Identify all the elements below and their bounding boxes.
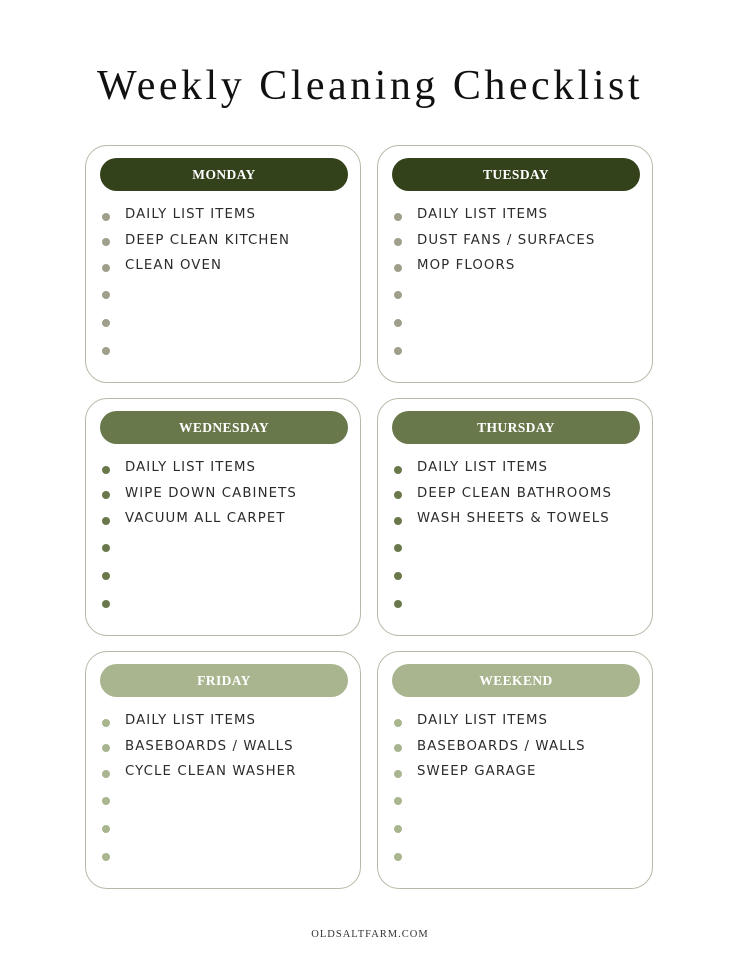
task-item: [102, 813, 352, 841]
task-item: [394, 307, 644, 335]
bullet-icon: [394, 719, 402, 727]
bullet-icon: [102, 347, 110, 355]
task-item: [394, 335, 644, 363]
task-item: [394, 708, 644, 734]
day-card-tuesday: [377, 145, 653, 383]
task-label: CYCLE CLEAN WASHER: [125, 764, 297, 780]
bullet-icon: [102, 853, 110, 861]
day-card-weekend: [377, 651, 653, 889]
task-item: [102, 785, 352, 813]
bullet-icon: [394, 466, 402, 474]
task-item: [394, 588, 644, 616]
task-label: DAILY LIST ITEMS: [417, 713, 549, 729]
bullet-icon: [394, 264, 402, 272]
day-card-friday: [85, 651, 361, 889]
task-label: WASH SHEETS & TOWELS: [417, 511, 610, 527]
day-card-monday: [85, 145, 361, 383]
task-item: [102, 560, 352, 588]
day-header: FRIDAY: [100, 664, 348, 697]
page-title: Weekly Cleaning Checklist: [96, 63, 643, 109]
day-header: WEEKEND: [392, 664, 640, 697]
bullet-icon: [102, 517, 110, 525]
bullet-icon: [394, 238, 402, 246]
task-label: WIPE DOWN CABINETS: [125, 485, 297, 501]
task-item: [394, 759, 644, 785]
task-item: [394, 455, 644, 481]
bullet-icon: [394, 347, 402, 355]
bullet-icon: [394, 517, 402, 525]
footer-website: OLDSALTFARM.COM: [311, 929, 429, 940]
bullet-icon: [394, 319, 402, 327]
bullet-icon: [102, 744, 110, 752]
day-header: THURSDAY: [392, 411, 640, 444]
task-item: [102, 708, 352, 734]
bullet-icon: [394, 572, 402, 580]
bullet-icon: [102, 264, 110, 272]
bullet-icon: [394, 797, 402, 805]
task-list: [102, 455, 352, 616]
task-item: [102, 253, 352, 279]
task-label: SWEEP GARAGE: [417, 764, 537, 780]
task-label: DEEP CLEAN KITCHEN: [125, 232, 291, 248]
task-item: [102, 734, 352, 760]
day-card-wednesday: [85, 398, 361, 636]
bullet-icon: [394, 213, 402, 221]
task-label: BASEBOARDS / WALLS: [125, 738, 294, 754]
bullet-icon: [394, 491, 402, 499]
task-item: [394, 228, 644, 254]
task-list: [102, 708, 352, 869]
task-label: VACUUM ALL CARPET: [125, 511, 286, 527]
task-label: DAILY LIST ITEMS: [417, 207, 549, 223]
task-item: [102, 506, 352, 532]
day-header: WEDNESDAY: [100, 411, 348, 444]
day-header: MONDAY: [100, 158, 348, 191]
bullet-icon: [102, 544, 110, 552]
bullet-icon: [102, 797, 110, 805]
task-item: [394, 506, 644, 532]
task-item: [102, 841, 352, 869]
task-item: [102, 481, 352, 507]
bullet-icon: [102, 466, 110, 474]
task-list: [394, 202, 644, 363]
bullet-icon: [102, 600, 110, 608]
task-item: [102, 588, 352, 616]
bullet-icon: [102, 572, 110, 580]
task-label: DAILY LIST ITEMS: [125, 460, 257, 476]
task-label: DUST FANS / SURFACES: [417, 232, 596, 248]
task-label: CLEAN OVEN: [125, 258, 223, 274]
day-card-thursday: [377, 398, 653, 636]
bullet-icon: [102, 770, 110, 778]
bullet-icon: [102, 238, 110, 246]
task-item: [102, 532, 352, 560]
task-item: [102, 307, 352, 335]
task-label: DAILY LIST ITEMS: [125, 207, 257, 223]
bullet-icon: [102, 213, 110, 221]
task-item: [394, 841, 644, 869]
task-label: DAILY LIST ITEMS: [417, 460, 549, 476]
bullet-icon: [102, 719, 110, 727]
task-label: DEEP CLEAN BATHROOMS: [417, 485, 613, 501]
task-item: [394, 785, 644, 813]
bullet-icon: [102, 319, 110, 327]
bullet-icon: [394, 770, 402, 778]
bullet-icon: [394, 853, 402, 861]
bullet-icon: [394, 544, 402, 552]
task-item: [394, 253, 644, 279]
task-list: [394, 455, 644, 616]
task-item: [102, 202, 352, 228]
task-item: [102, 759, 352, 785]
task-item: [394, 202, 644, 228]
task-item: [394, 481, 644, 507]
task-item: [394, 813, 644, 841]
bullet-icon: [102, 825, 110, 833]
task-label: MOP FLOORS: [417, 258, 516, 274]
task-item: [394, 279, 644, 307]
bullet-icon: [394, 600, 402, 608]
task-item: [102, 279, 352, 307]
bullet-icon: [102, 491, 110, 499]
task-item: [102, 228, 352, 254]
task-item: [394, 532, 644, 560]
bullet-icon: [394, 291, 402, 299]
task-item: [394, 734, 644, 760]
bullet-icon: [102, 291, 110, 299]
day-header: TUESDAY: [392, 158, 640, 191]
task-list: [102, 202, 352, 363]
task-label: DAILY LIST ITEMS: [125, 713, 257, 729]
task-label: BASEBOARDS / WALLS: [417, 738, 586, 754]
bullet-icon: [394, 825, 402, 833]
task-item: [394, 560, 644, 588]
task-list: [394, 708, 644, 869]
task-item: [102, 455, 352, 481]
task-item: [102, 335, 352, 363]
bullet-icon: [394, 744, 402, 752]
